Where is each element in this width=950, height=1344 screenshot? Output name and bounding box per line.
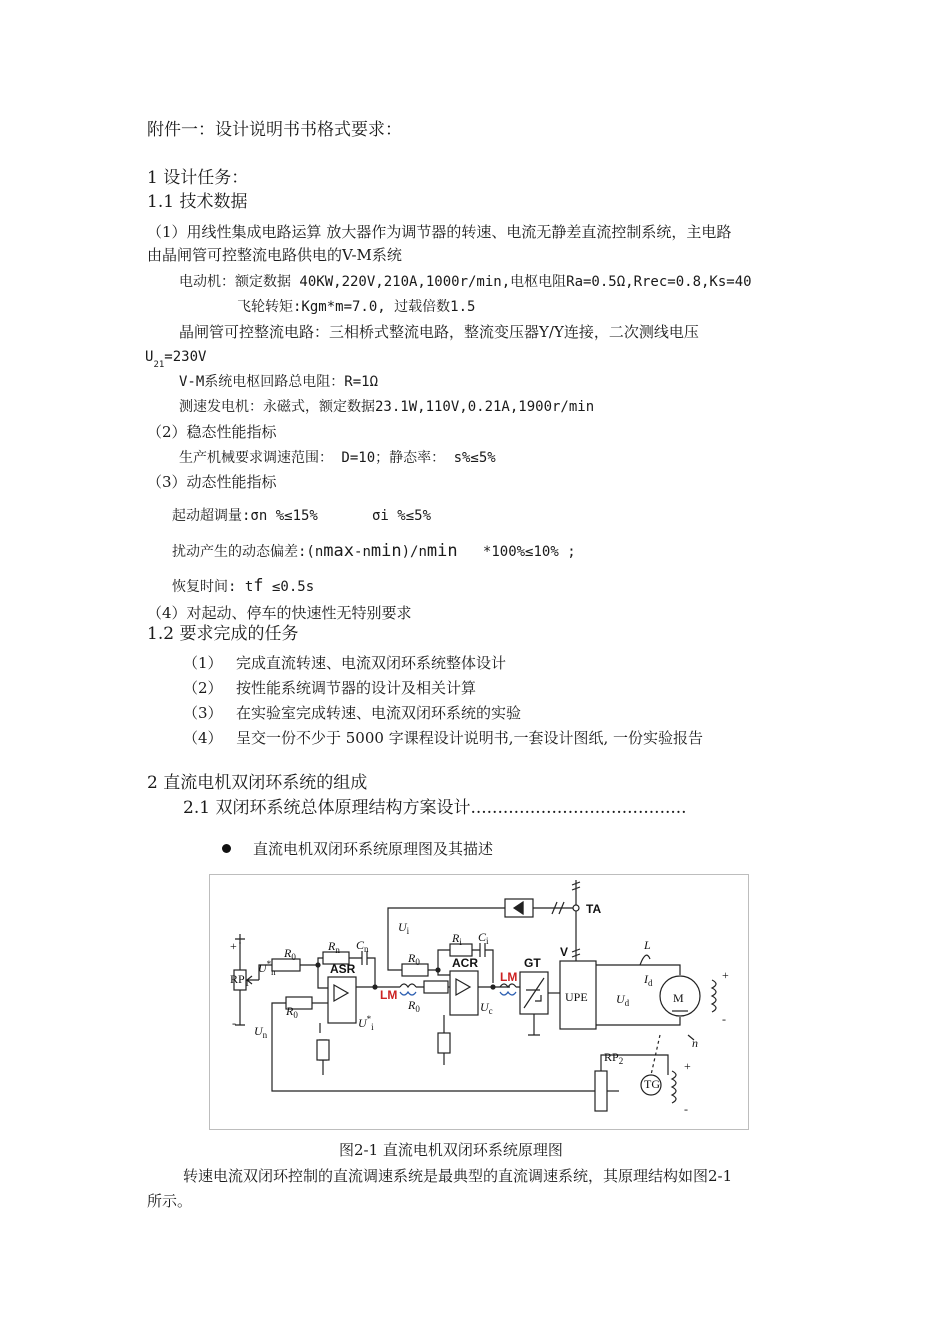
un-star-label: $U^*_n$ xyxy=(258,959,276,977)
task-num-4: （4） xyxy=(183,729,223,747)
dev-part-1: 扰动产生的动态偏差:(n xyxy=(172,544,324,560)
dev-min-2: min xyxy=(426,541,458,561)
bullet-dot xyxy=(222,844,231,853)
minus-motor: - xyxy=(722,1012,726,1026)
circuit-diagram xyxy=(209,874,749,1130)
rp2-label: $RP_2$ xyxy=(604,1050,624,1066)
para-2-heading: （2）稳态性能指标 xyxy=(147,423,277,441)
dev-part-4: *100%≤10% ; xyxy=(482,544,576,560)
circuit-svg xyxy=(210,875,748,1129)
r0-acr-label: $R_0$ xyxy=(408,998,420,1014)
rec-f: f xyxy=(253,576,264,596)
thyristor-circuit: 晶闸管可控整流电路：三相桥式整流电路，整流变压器Y/Y连接，二次测线电压 xyxy=(179,323,699,341)
secondary-voltage xyxy=(145,347,206,369)
task-num-1: （1） xyxy=(183,654,223,672)
l-label: L xyxy=(644,938,651,952)
description-line-1: 转速电流双闭环控制的直流调速系统是最典型的直流调速系统，其原理结构如图2-1 xyxy=(183,1167,733,1185)
un-label: $U_n$ xyxy=(254,1024,268,1040)
flywheel-torque: 飞轮转矩:Kgm*m=7.0, 过载倍数1.5 xyxy=(237,299,476,315)
ui-star-label: $U^*_i$ xyxy=(358,1014,374,1032)
overshoot-speed: 起动超调量:σn %≤15% xyxy=(172,508,318,524)
r0-input-label: $R_0$ xyxy=(284,946,296,962)
rn-label: $R_n$ xyxy=(328,939,340,955)
task-text-4: 呈交一份不少于 5000 字课程设计说明书,一套设计图纸, 一份实验报告 xyxy=(236,729,704,747)
task-text-2: 按性能系统调节器的设计及相关计算 xyxy=(236,679,477,697)
acr-label: ACR xyxy=(452,956,478,970)
section-1-heading: 1 设计任务： xyxy=(147,168,249,188)
minus-tg: - xyxy=(684,1102,688,1116)
dev-max: max xyxy=(323,541,355,561)
task-num-2: （2） xyxy=(183,679,223,697)
rp1-label: $RP_1$ xyxy=(230,972,250,988)
dev-part-2: -n xyxy=(354,544,371,560)
plus-tg: + xyxy=(684,1059,691,1073)
section-1-2-heading: 1.2 要求完成的任务 xyxy=(147,624,299,644)
r0-feedback-label: $R_0$ xyxy=(286,1004,298,1020)
r0-current-label: $R_0$ xyxy=(408,951,420,967)
ud-label: $U_d$ xyxy=(616,992,630,1008)
minus-rp1: - xyxy=(232,1016,236,1030)
vm-resistance: V-M系统电枢回路总电阻：R=1Ω xyxy=(179,374,379,390)
plus-motor: + xyxy=(722,968,729,982)
ri-label: $R_i$ xyxy=(452,931,462,947)
overshoot-current: σi %≤5% xyxy=(372,508,432,524)
para-3-heading: （3）动态性能指标 xyxy=(147,473,277,491)
para-4: （4）对起动、停车的快速性无特别要求 xyxy=(147,604,412,622)
rec-part-1: 恢复时间: t xyxy=(172,579,254,595)
cn-label: $C_n$ xyxy=(356,938,369,954)
task-text-3: 在实验室完成转速、电流双闭环系统的实验 xyxy=(236,704,522,722)
dynamic-deviation xyxy=(172,541,576,562)
section-1-1-heading: 1.1 技术数据 xyxy=(147,192,248,212)
task-num-3: （3） xyxy=(183,704,223,722)
lm-label-2: LM xyxy=(500,970,518,984)
tacho-generator: 测速发电机：永磁式，额定数据23.1W,110V,0.21A,1900r/min xyxy=(179,399,595,415)
id-label: $I_d$ xyxy=(644,972,653,988)
tg-label: TG xyxy=(644,1077,660,1091)
uc-label: $U_c$ xyxy=(480,1000,493,1016)
u-value: =230V xyxy=(164,349,207,365)
steady-state-spec: 生产机械要求调速范围： D=10；静态率： s%≤5% xyxy=(179,450,496,466)
task-text-1: 完成直流转速、电流双闭环系统整体设计 xyxy=(236,654,507,672)
page-title: 附件一：设计说明书书格式要求： xyxy=(147,120,402,140)
upe-label: UPE xyxy=(565,990,588,1004)
recovery-time xyxy=(172,576,314,597)
figure-caption: 图2-1 直流电机双闭环系统原理图 xyxy=(339,1141,563,1159)
asr-label: ASR xyxy=(330,962,356,976)
n-label: n xyxy=(692,1036,698,1050)
motor-rated-data: 电动机：额定数据 40KW,220V,210A,1000r/min,电枢电阻Ra=0.5Ω,Rrec=0.8,Ks=40 xyxy=(179,274,752,290)
u-symbol: U xyxy=(145,349,154,365)
dev-min: min xyxy=(370,541,402,561)
motor-label: M xyxy=(673,991,684,1005)
para-1-line-a: （1）用线性集成电路运算 放大器作为调节器的转速、电流无静差直流控制系统，主电路 xyxy=(147,223,732,241)
dev-part-3: )/n xyxy=(401,544,427,560)
u-subscript: 21 xyxy=(153,360,165,370)
bullet-text: 直流电机双闭环系统原理图及其描述 xyxy=(253,840,494,858)
v-label: V xyxy=(560,945,569,959)
section-2-1-heading: 2.1 双闭环系统总体原理结构方案设计........................................ xyxy=(183,798,687,818)
lm-label-1: LM xyxy=(380,988,398,1002)
ui-label: $U_i$ xyxy=(398,920,410,936)
para-1-line-b: 由晶闸管可控整流电路供电的V-M系统 xyxy=(147,246,402,264)
rec-part-2: ≤0.5s xyxy=(263,579,315,595)
plus-rp1: + xyxy=(230,939,237,953)
section-2-heading: 2 直流电机双闭环系统的组成 xyxy=(147,773,368,793)
ci-label: $C_i$ xyxy=(478,930,489,946)
gt-label: GT xyxy=(524,956,541,970)
ta-label: TA xyxy=(586,902,602,916)
description-line-2: 所示。 xyxy=(147,1192,193,1210)
